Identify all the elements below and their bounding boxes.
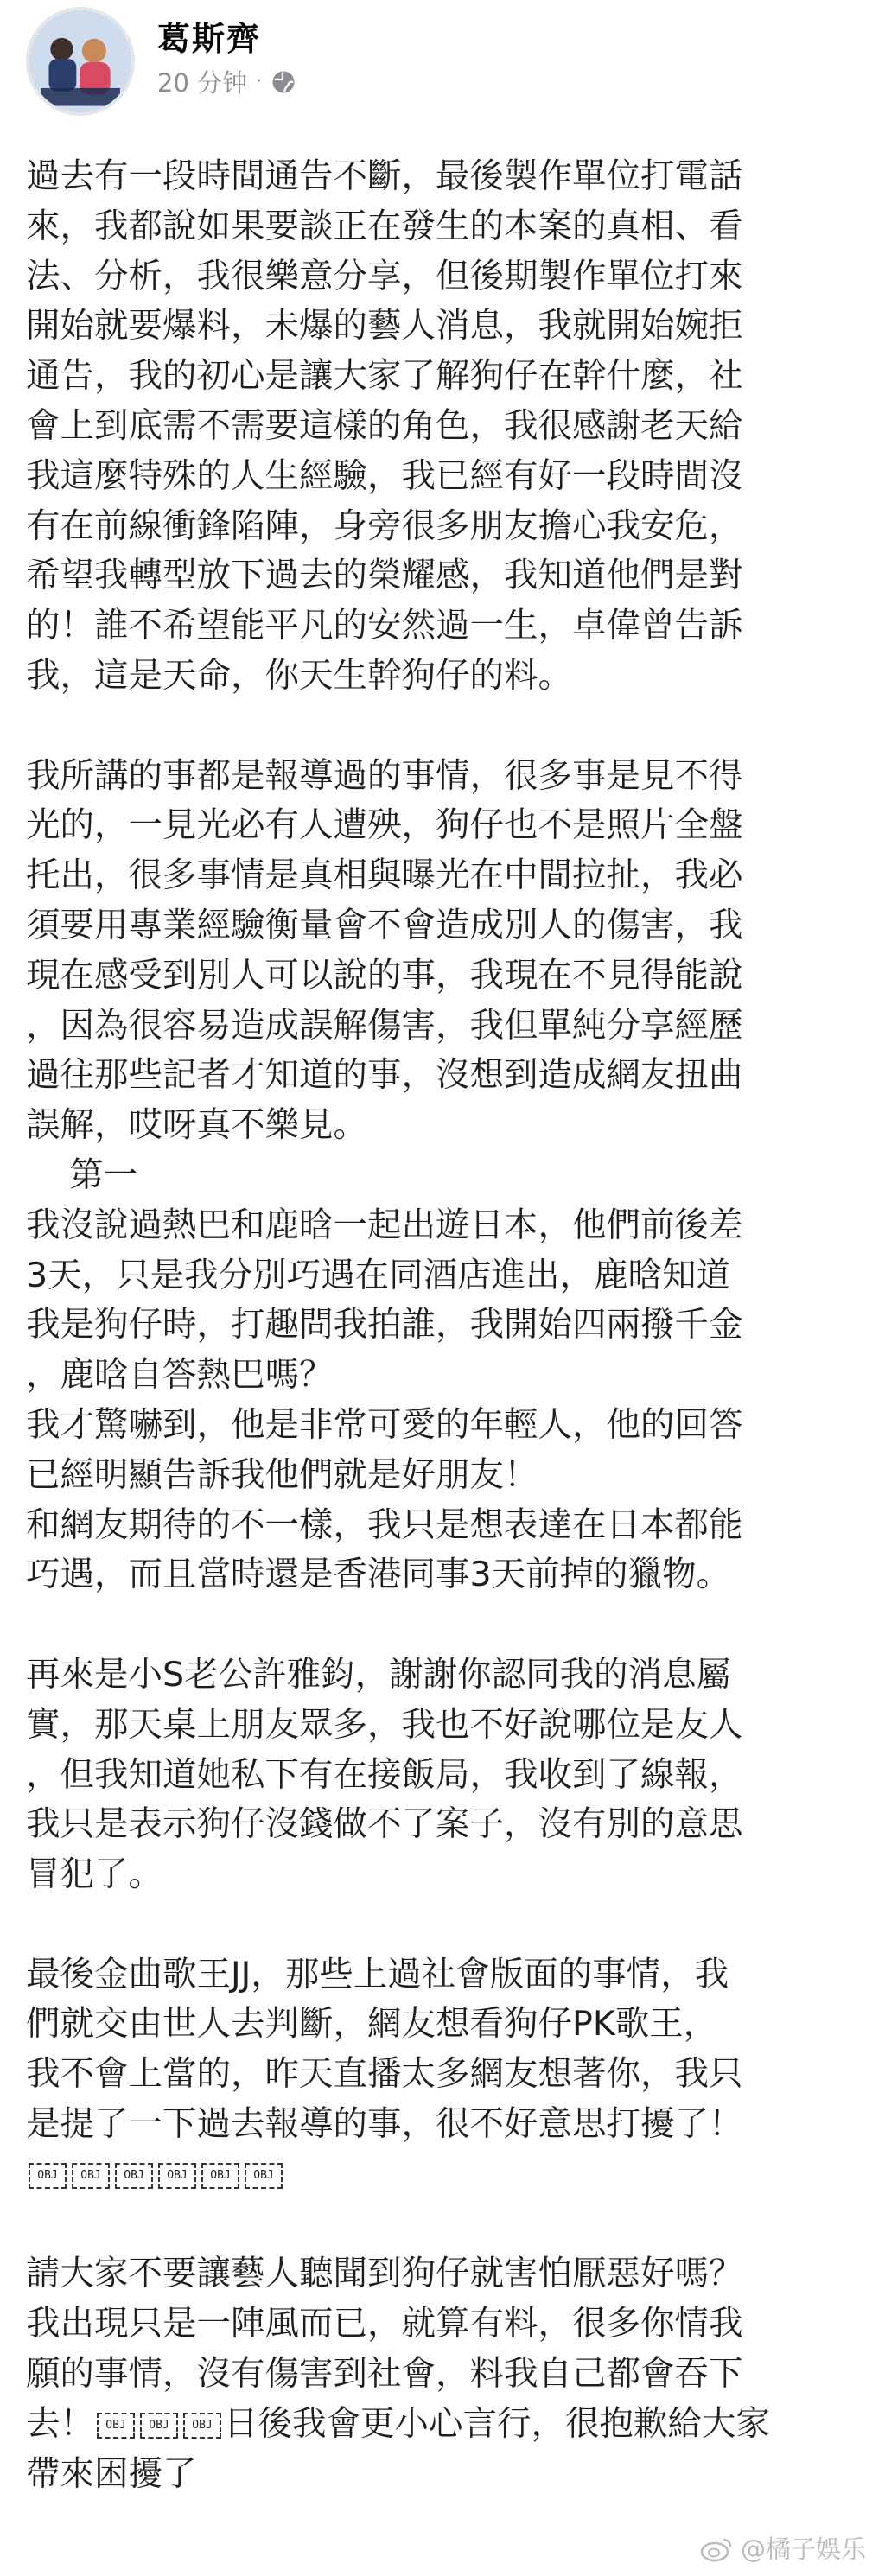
avatar-image bbox=[29, 10, 131, 112]
post-text-line: 願的事情，沒有傷害到社會，料我自己都會吞下 bbox=[26, 2354, 743, 2395]
post-text-line: 來，我都說如果要談正在發生的本案的真相、看 bbox=[26, 206, 743, 246]
post-text-line: 巧遇，而且當時還是香港同事3天前掉的獵物。 bbox=[26, 1555, 731, 1595]
post-meta bbox=[157, 64, 296, 99]
post-text-line: 最後金曲歌王JJ，那些上過社會版面的事情，我 bbox=[26, 1954, 729, 1994]
post-text-line: 通告，我的初心是讓大家了解狗仔在幹什麼，社 bbox=[26, 356, 743, 397]
paragraph-gap bbox=[26, 1900, 864, 1950]
post-text-line: 我才驚嚇到，他是非常可愛的年輕人，他的回答 bbox=[26, 1404, 743, 1445]
post-text-fragment: 日後我會更小心言行，很抱歉給大家 bbox=[224, 2403, 770, 2444]
post-text-line: 托出，很多事情是真相與曝光在中間拉扯，我必 bbox=[26, 855, 743, 896]
post-text-line: 再來是小S老公許雅鈞，謝謝你認同我的消息屬 bbox=[26, 1654, 731, 1695]
post-text-line: 我不會上當的，昨天直播太多網友想著你，我只 bbox=[26, 2054, 743, 2095]
post-text-line: 第一 bbox=[26, 1154, 138, 1195]
obj-placeholder-icon: OBJ bbox=[201, 2163, 239, 2189]
post-text-line: ，鹿晗自答熱巴嗎？ bbox=[26, 1355, 334, 1396]
post-text-line: 會上到底需不需要這樣的角色，我很感謝老天給 bbox=[26, 405, 743, 446]
obj-placeholder-icon: OBJ bbox=[245, 2163, 283, 2189]
post-text-line bbox=[26, 2400, 864, 2450]
timestamp[interactable]: 20 分钟 bbox=[157, 68, 248, 98]
post-text-line: 希望我轉型放下過去的榮耀感，我知道他們是對 bbox=[26, 556, 743, 596]
obj-placeholder-row bbox=[26, 2150, 864, 2200]
post-body bbox=[26, 152, 864, 2499]
post-text-line: 法、分析，我很樂意分享，但後期製作單位打來 bbox=[26, 256, 743, 296]
post-text-line: 現在感受到別人可以說的事，我現在不見得能說 bbox=[26, 955, 743, 995]
post-text-line: 我是狗仔時，打趣問我拍誰，我開始四兩撥千金 bbox=[26, 1305, 743, 1345]
obj-placeholder-icon: OBJ bbox=[97, 2413, 135, 2439]
post-text-line: 已經明顯告訴我他們就是好朋友！ bbox=[26, 1454, 538, 1495]
post-text-line: ，因為很容易造成誤解傷害，我但單純分享經歷 bbox=[26, 1005, 743, 1046]
obj-placeholder-icon: OBJ bbox=[29, 2163, 67, 2189]
post-text-line: 的！誰不希望能平凡的安然過一生，卓偉曾告訴 bbox=[26, 606, 743, 646]
obj-placeholder-icon: OBJ bbox=[183, 2413, 221, 2439]
post-text-line: 冒犯了。 bbox=[26, 1854, 162, 1895]
author-name[interactable]: 葛斯齊 bbox=[157, 20, 262, 58]
post-text-line: 是提了一下過去報導的事，很不好意思打擾了！ bbox=[26, 2104, 743, 2145]
post-text-fragment: 去！ bbox=[26, 2403, 94, 2444]
post-text-line: 我這麼特殊的人生經驗，我已經有好一段時間沒 bbox=[26, 455, 743, 496]
post-header bbox=[0, 0, 885, 121]
post-text-line: 開始就要爆料，未爆的藝人消息，我就開始婉拒 bbox=[26, 306, 743, 347]
post-text-line: 我出現只是一陣風而已，就算有料，很多你情我 bbox=[26, 2304, 743, 2344]
post-text-line: 實，那天桌上朋友眾多，我也不好說哪位是友人 bbox=[26, 1704, 743, 1745]
obj-placeholder-icon: OBJ bbox=[115, 2163, 153, 2189]
obj-placeholder-icon: OBJ bbox=[140, 2413, 178, 2439]
watermark-text: @橘子娛乐 bbox=[740, 2535, 866, 2564]
paragraph-gap bbox=[26, 702, 864, 752]
obj-placeholder-icon: OBJ bbox=[158, 2163, 196, 2189]
avatar[interactable] bbox=[26, 7, 135, 116]
post-text-line: 有在前線衝鋒陷陣，身旁很多朋友擔心我安危， bbox=[26, 506, 743, 546]
paragraph-gap bbox=[26, 2200, 864, 2250]
post-text-line: 誤解，哎呀真不樂見。 bbox=[26, 1105, 367, 1146]
post-text-line: 我只是表示狗仔沒錢做不了案子，沒有別的意思 bbox=[26, 1804, 743, 1845]
post-text-line: 我，這是天命，你天生幹狗仔的料。 bbox=[26, 655, 572, 696]
obj-placeholder-icon: OBJ bbox=[72, 2163, 110, 2189]
globe-icon bbox=[271, 69, 296, 95]
watermark bbox=[699, 2530, 866, 2566]
paragraph-gap bbox=[26, 1600, 864, 1651]
weibo-icon bbox=[699, 2535, 734, 2562]
post-text-line: 們就交由世人去判斷，網友想看狗仔PK歌王， bbox=[26, 2004, 718, 2045]
post-text-line: 帶來困擾了 bbox=[26, 2453, 197, 2494]
post-text-line: 光的，一見光必有人遭殃，狗仔也不是照片全盤 bbox=[26, 805, 743, 846]
post-text-line: 我所講的事都是報導過的事情，很多事是見不得 bbox=[26, 755, 743, 796]
post-text-line: 我沒說過熱巴和鹿晗一起出遊日本，他們前後差 bbox=[26, 1205, 743, 1245]
post-text-line: 須要用專業經驗衡量會不會造成別人的傷害，我 bbox=[26, 905, 743, 945]
meta-separator: · bbox=[256, 71, 263, 92]
post-text-line: 和網友期待的不一樣，我只是想表達在日本都能 bbox=[26, 1504, 743, 1545]
post-text-line: 過往那些記者才知道的事，沒想到造成網友扭曲 bbox=[26, 1055, 743, 1096]
post-text-line: ，但我知道她私下有在接飯局，我收到了線報， bbox=[26, 1754, 743, 1795]
post-text-line: 請大家不要讓藝人聽聞到狗仔就害怕厭惡好嗎？ bbox=[26, 2254, 743, 2294]
post-text-line: 3天，只是我分別巧遇在同酒店進出，鹿晗知道 bbox=[26, 1255, 731, 1295]
post-text-line: 過去有一段時間通告不斷，最後製作單位打電話 bbox=[26, 156, 743, 196]
